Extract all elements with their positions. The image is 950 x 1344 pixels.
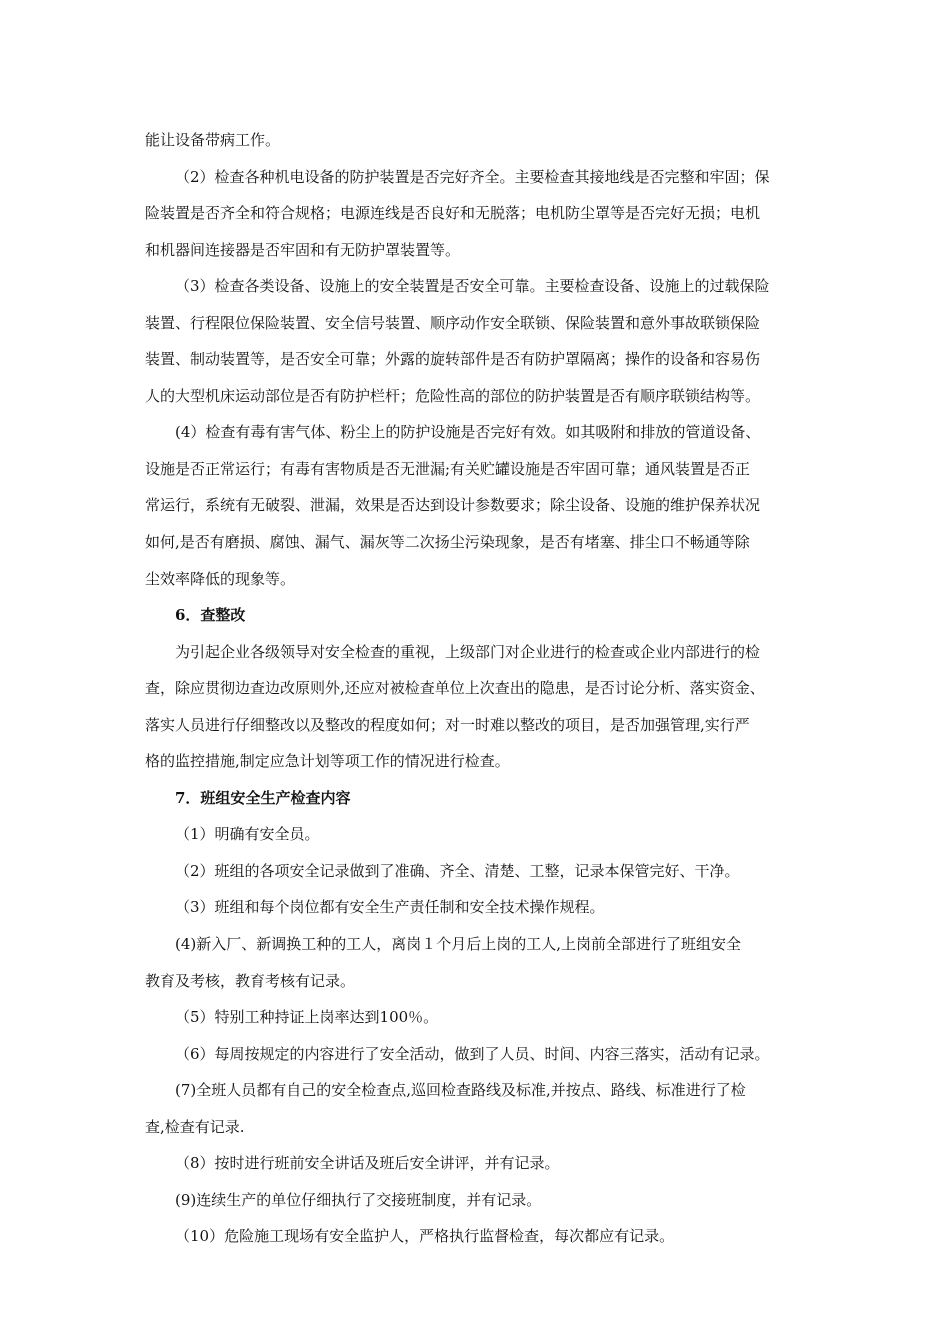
section-heading: 7．班组安全生产检查内容 — [175, 788, 351, 807]
text-line: 和机器间连接器是否牢固和有无防护罩装置等。 — [145, 240, 461, 259]
text-line: 为引起企业各级领导对安全检查的重视，上级部门对企业进行的检查或企业内部进行的检 — [175, 642, 761, 661]
text-line: (9)连续生产的单位仔细执行了交接班制度，并有记录。 — [175, 1190, 542, 1209]
text-line: 装置、制动装置等，是否安全可靠；外露的旋转部件是否有防护罩隔离；操作的设备和容易伤 — [145, 350, 761, 369]
text-line: 能让设备带病工作。 — [145, 131, 281, 149]
text-line: （6）每周按规定的内容进行了安全活动，做到了人员、时间、内容三落实，活动有记录。 — [175, 1044, 770, 1063]
text-line: （3）检查各类设备、设施上的安全装置是否安全可靠。主要检查设备、设施上的过载保险 — [175, 277, 770, 296]
text-line: 查，除应贯彻边查边改原则外,还应对被检查单位上次查出的隐患，是否讨论分析、落实资金、 — [145, 679, 765, 698]
text-line: （10）危险施工现场有安全监护人，严格执行监督检查，每次都应有记录。 — [175, 1227, 675, 1246]
text-line: （1）明确有安全员。 — [175, 825, 320, 844]
text-line: (4）检查有毒有害气体、粉尘上的防护设施是否完好有效。如其吸附和排放的管道设备、 — [175, 423, 761, 442]
text-line: 设施是否正常运行；有毒有害物质是否无泄漏;有关贮罐设施是否牢固可靠；通风装置是否正 — [145, 459, 751, 478]
text-line: （5）特别工种持证上岗率达到100％。 — [175, 1008, 439, 1027]
text-line: 教育及考核，教育考核有记录。 — [145, 971, 356, 990]
text-line: 尘效率降低的现象等。 — [145, 569, 296, 588]
text-line: 险装置是否齐全和符合规格；电源连线是否良好和无脱落；电机防尘罩等是否完好无损；电机 — [145, 204, 761, 223]
text-line: 落实人员进行仔细整改以及整改的程度如何；对一时难以整改的项目，是否加强管理,实行严 — [145, 715, 750, 734]
text-line: （2）班组的各项安全记录做到了准确、齐全、清楚、工整，记录本保管完好、干净。 — [175, 861, 740, 880]
text-line: (7)全班人员都有自己的安全检查点,巡回检查路线及标准,并按点、路线、标准进行了检 — [175, 1081, 746, 1100]
section-heading: 6．查整改 — [175, 606, 246, 625]
text-line: 常运行，系统有无破裂、泄漏，效果是否达到设计参数要求；除尘设备、设施的维护保养状况 — [145, 496, 761, 515]
text-line: 人的大型机床运动部位是否有防护栏杆；危险性高的部位的防护装置是否有顺序联锁结构等。 — [145, 386, 761, 405]
text-line: 如何,是否有磨损、腐蚀、漏气、漏灰等二次扬尘污染现象，是否有堵塞、排尘口不畅通等除 — [145, 533, 750, 552]
document-page — [145, 122, 845, 1255]
text-line: （2）检查各种机电设备的防护装置是否完好齐全。主要检查其接地线是否完整和牢固；保 — [175, 167, 770, 186]
text-line: (4)新入厂、新调换工种的工人，离岗１个月后上岗的工人,上岗前全部进行了班组安全 — [175, 935, 742, 954]
text-line: （8）按时进行班前安全讲话及班后安全讲评，并有记录。 — [175, 1154, 560, 1173]
text-line: （3）班组和每个岗位都有安全生产责任制和安全技术操作规程。 — [175, 898, 605, 917]
text-line: 装置、行程限位保险装置、安全信号装置、顺序动作安全联锁、保险装置和意外事故联锁保险 — [145, 313, 761, 332]
text-line: 格的监控措施,制定应急计划等项工作的情况进行检查。 — [145, 752, 510, 771]
text-line: 查,检查有记录. — [145, 1117, 245, 1136]
